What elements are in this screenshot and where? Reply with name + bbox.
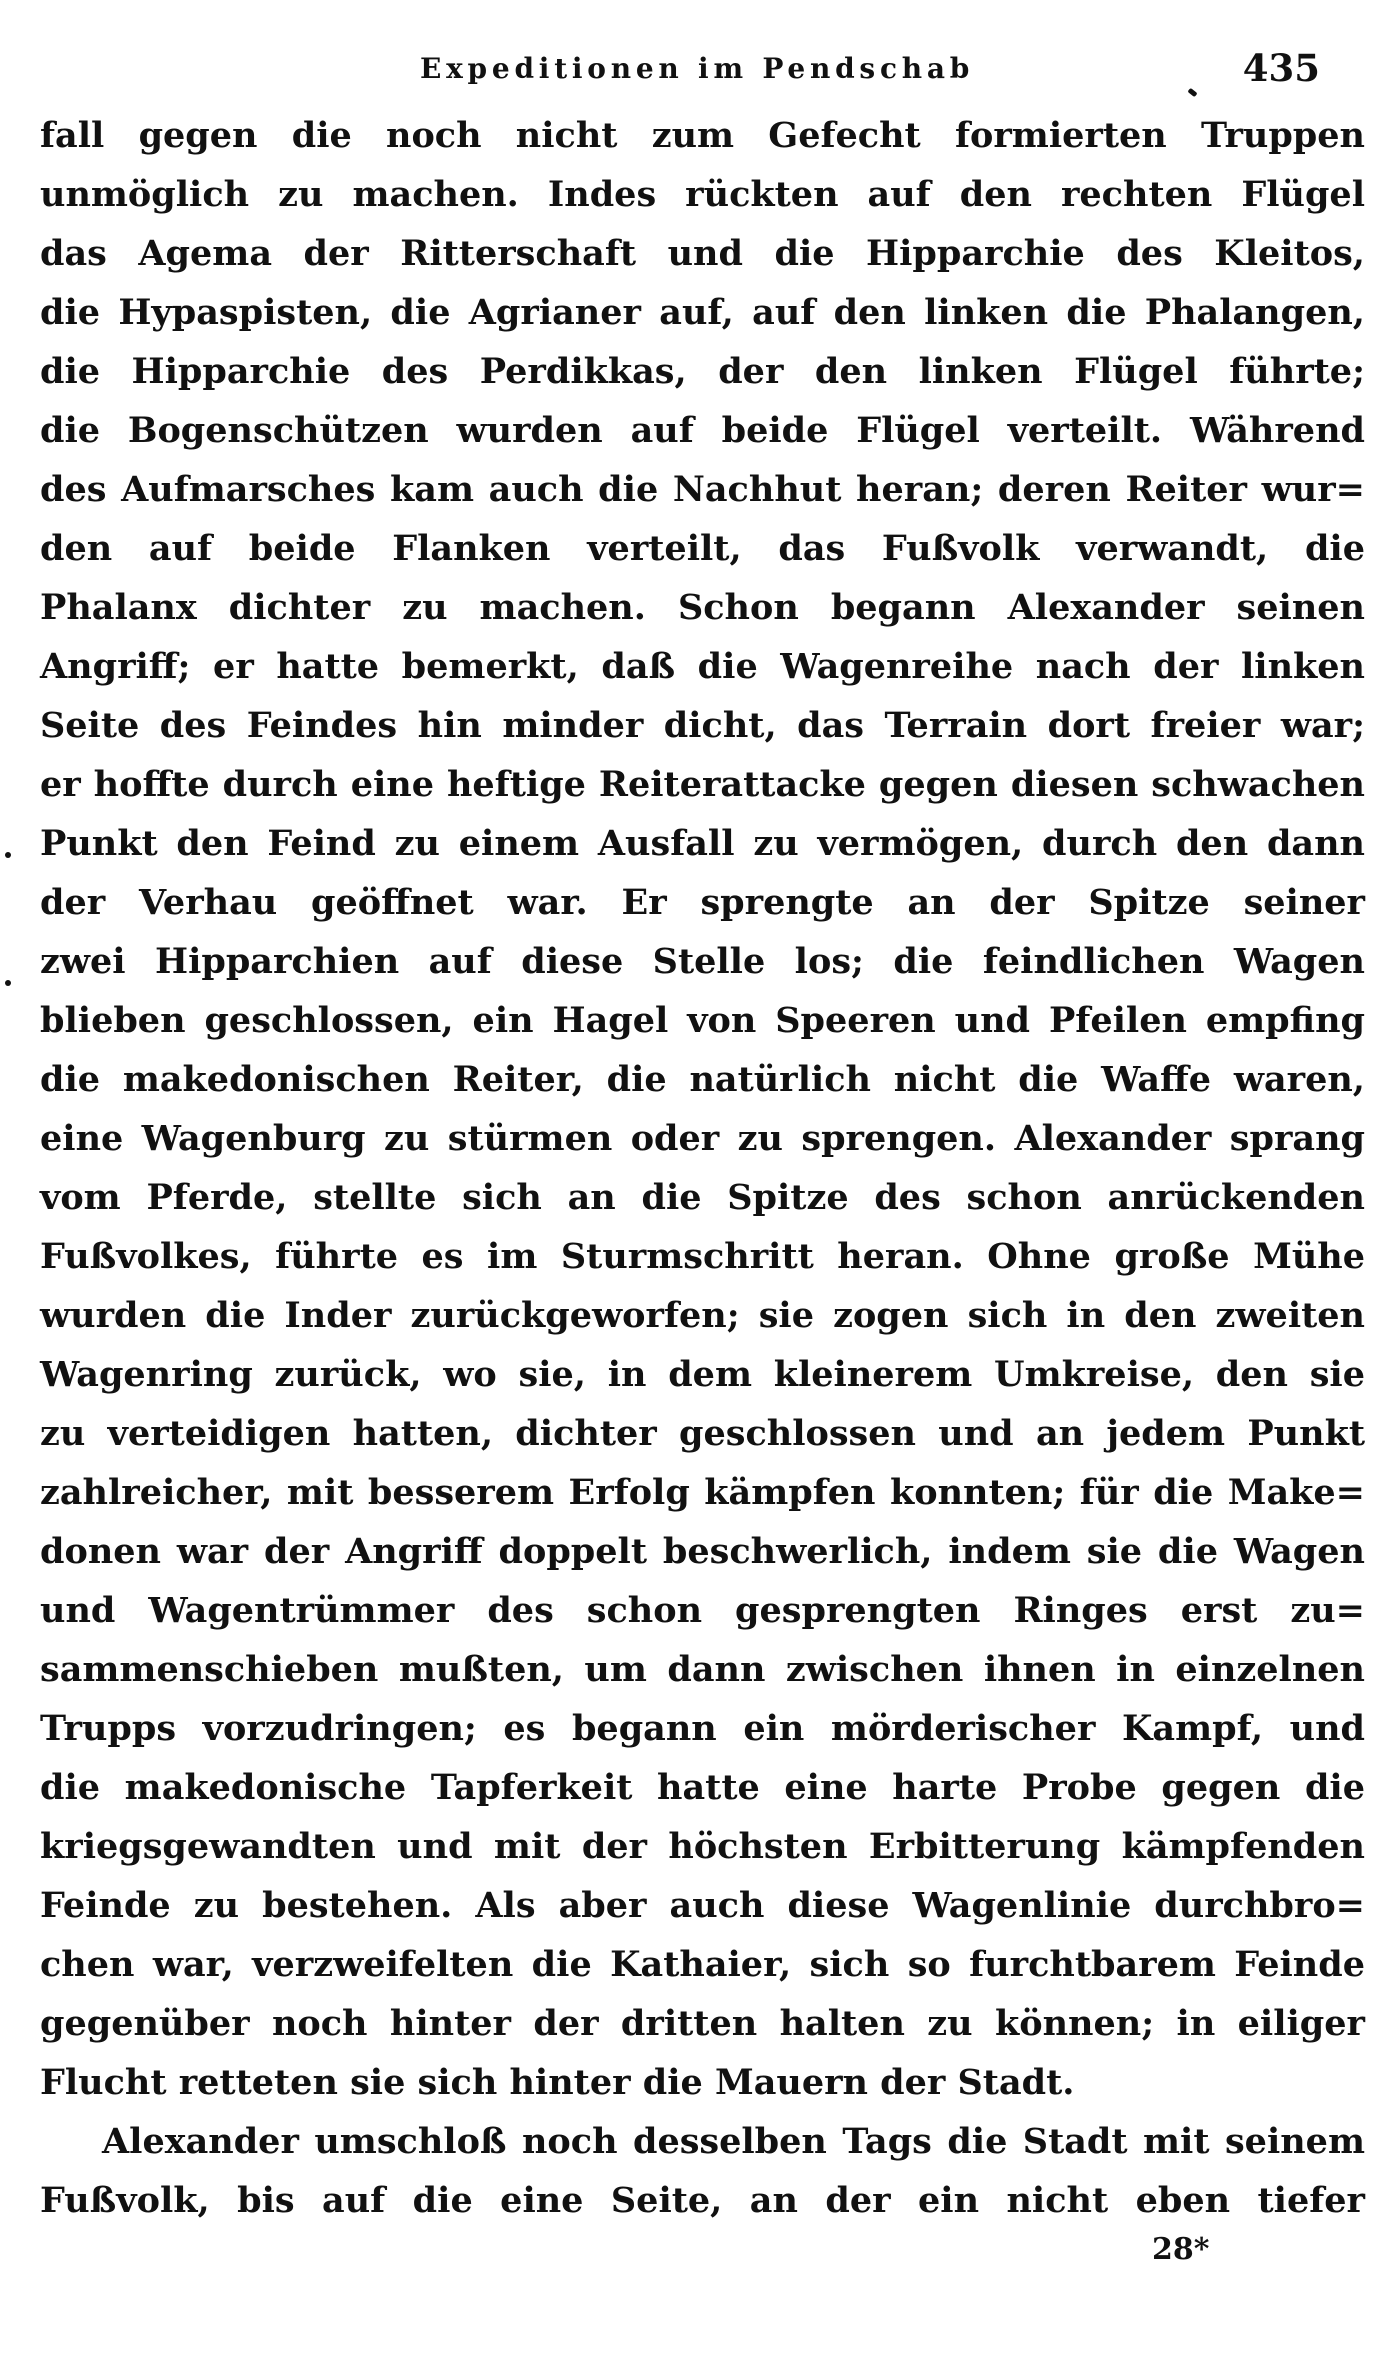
text-line: die makedonische Tapferkeit hatte eine harte Probe gegen die [40, 1767, 1365, 1808]
text-line-paragraph-end: Flucht retteten sie sich hinter die Mauern der Stadt. [40, 2062, 1075, 2103]
scan-speck [5, 980, 11, 986]
page-number: 435 [1242, 46, 1320, 90]
text-line-paragraph-start: Alexander umschloß noch desselben Tags die Stadt mit seinem [102, 2121, 1365, 2162]
text-line: Punkt den Feind zu einem Ausfall zu vermögen, durch den dann [40, 823, 1365, 864]
text-line: wurden die Inder zurückgeworfen; sie zogen sich in den zweiten [40, 1295, 1365, 1336]
text-line: chen war, verzweifelten die Kathaier, sich so furchtbarem Feinde [40, 1944, 1365, 1985]
text-line: er hoffte durch eine heftige Reiterattacke gegen diesen schwachen [40, 764, 1365, 805]
text-line: der Verhau geöffnet war. Er sprengte an der Spitze seiner [40, 882, 1365, 923]
text-line: zahlreicher, mit besserem Erfolg kämpfen konnten; für die Make= [40, 1472, 1365, 1513]
text-line: Phalanx dichter zu machen. Schon begann Alexander seinen [40, 587, 1365, 628]
text-line: Fußvolk, bis auf die eine Seite, an der ein nicht eben tiefer [40, 2180, 1365, 2221]
header-title: Expeditionen im Pendschab [420, 52, 975, 85]
text-line: den auf beide Flanken verteilt, das Fußvolk verwandt, die [40, 528, 1365, 569]
text-line: sammenschieben mußten, um dann zwischen ihnen in einzelnen [40, 1649, 1365, 1690]
text-line: gegenüber noch hinter der dritten halten zu können; in eiliger [40, 2003, 1365, 2044]
text-line: vom Pferde, stellte sich an die Spitze des schon anrückenden [40, 1177, 1365, 1218]
text-line: die Hipparchie des Perdikkas, der den linken Flügel führte; [40, 351, 1365, 392]
text-line: unmöglich zu machen. Indes rückten auf den rechten Flügel [40, 174, 1365, 215]
text-line: kriegsgewandten und mit der höchsten Erbitterung kämpfenden [40, 1826, 1365, 1867]
text-line: Trupps vorzudringen; es begann ein mörderischer Kampf, und [40, 1708, 1365, 1749]
text-line: und Wagentrümmer des schon gesprengten Ringes erst zu= [40, 1590, 1365, 1631]
text-line: des Aufmarsches kam auch die Nachhut heran; deren Reiter wur= [40, 469, 1365, 510]
text-line: eine Wagenburg zu stürmen oder zu sprengen. Alexander sprang [40, 1118, 1365, 1159]
text-line: Wagenring zurück, wo sie, in dem kleinerem Umkreise, den sie [40, 1354, 1365, 1395]
text-line: fall gegen die noch nicht zum Gefecht formierten Truppen [40, 115, 1365, 156]
text-line: Feinde zu bestehen. Als aber auch diese Wagenlinie durchbro= [40, 1885, 1365, 1926]
text-line: blieben geschlossen, ein Hagel von Speeren und Pfeilen empfing [40, 1000, 1365, 1041]
scan-speck [1187, 88, 1197, 97]
scan-speck [5, 852, 11, 858]
text-line: die Hypaspisten, die Agrianer auf, auf den linken die Phalangen, [40, 292, 1365, 333]
body-text [40, 106, 1365, 2230]
text-line: donen war der Angriff doppelt beschwerlich, indem sie die Wagen [40, 1531, 1365, 1572]
signature-mark: 28* [1152, 2232, 1210, 2267]
text-line: zu verteidigen hatten, dichter geschlossen und an jedem Punkt [40, 1413, 1365, 1454]
text-line: die makedonischen Reiter, die natürlich nicht die Waffe waren, [40, 1059, 1365, 1100]
text-line: das Agema der Ritterschaft und die Hipparchie des Kleitos, [40, 233, 1365, 274]
running-header [0, 44, 1399, 104]
text-line: Fußvolkes, führte es im Sturmschritt heran. Ohne große Mühe [40, 1236, 1365, 1277]
text-line: die Bogenschützen wurden auf beide Flügel verteilt. Während [40, 410, 1365, 451]
text-line: zwei Hipparchien auf diese Stelle los; die feindlichen Wagen [40, 941, 1365, 982]
text-line: Angriff; er hatte bemerkt, daß die Wagenreihe nach der linken [40, 646, 1365, 687]
text-line: Seite des Feindes hin minder dicht, das Terrain dort freier war; [40, 705, 1365, 746]
